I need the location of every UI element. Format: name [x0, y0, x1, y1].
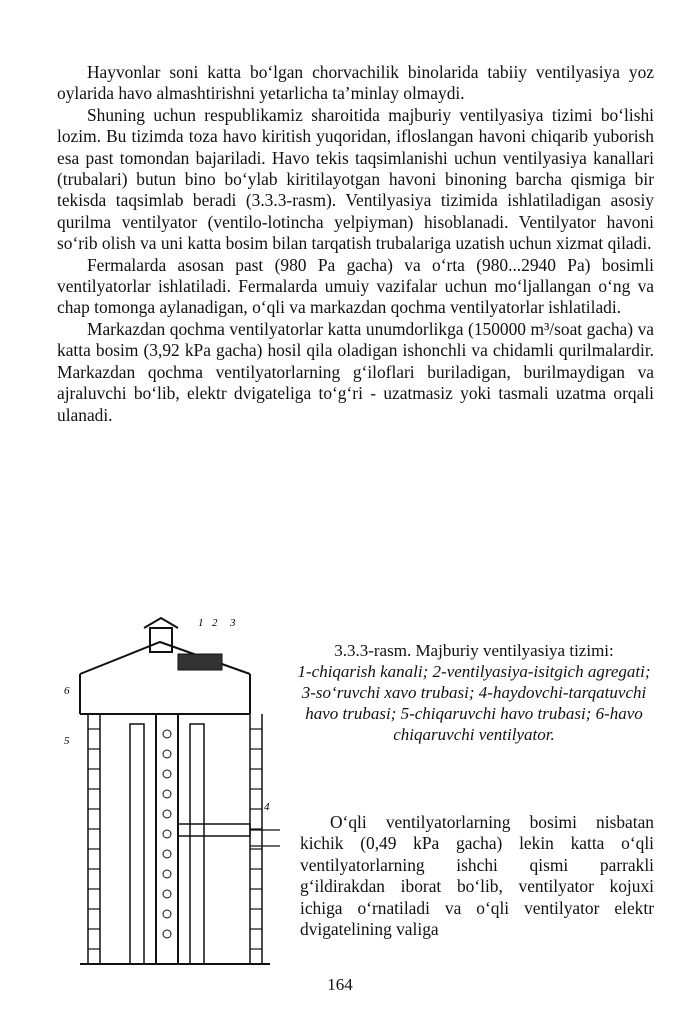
side-paragraph: O‘qli ventilyatorlarning bosimi nisbatan kichik (0,49 kPa gacha) lekin katta o‘qli ventilyatorlarning ishchi qismi parrakli g‘ildirakdan iborat bo‘lib, ventilyator kojuxi ichiga o‘rnatiladi va o‘qli ventilyator elektr dvigatelining valiga	[300, 812, 654, 940]
inlet-pipe	[178, 824, 250, 836]
heater-unit	[178, 654, 222, 670]
roof-line	[80, 642, 250, 674]
left-duct	[130, 724, 144, 964]
duct-openings	[163, 730, 171, 938]
paragraph-1: Hayvonlar soni katta bo‘lgan chorvachilik binolarida tabiiy ventilyasiya yoz oylarida havo almashtirishni yetarlicha ta’minlay olmaydi.	[57, 62, 654, 104]
figure-caption	[296, 640, 652, 745]
label-6: 6	[64, 685, 70, 697]
paragraph-4: Markazdan qochma ventilyatorlar katta unumdorlikga (150000 m³/soat gacha) va katta bosim (3,92 kPa gacha) hosil qila oladigan ishonchli va chidamli qurilmalardir. Markazdan qochma ventilyatorlarning g‘iloflari buriladigan, burilmaydigan va ajraluvchi bo‘lib, elektr dvigateliga to‘g‘ri - uzatmasiz yoki tasmali uzatma orqali ulanadi.	[57, 318, 654, 425]
caption-title: 3.3.3-rasm. Majburiy ventilyasiya tizimi:	[334, 641, 614, 660]
label-2: 2	[212, 617, 218, 629]
right-duct	[190, 724, 204, 964]
paragraph-3: Fermalarda asosan past (980 Pa gacha) va o‘rta (980...2940 Pa) bosimli ventilyatorlar ishlatiladi. Fermalarda umuiy vazifalar uchun mo‘ljallangan o‘ng va chap tomonga aylanadigan, o‘qli va markazdan qochma ventilyatorlar ishlatiladi.	[57, 254, 654, 318]
floor-marks	[88, 729, 262, 949]
ventilation-diagram	[60, 614, 288, 984]
exhaust-cap	[144, 618, 178, 628]
paragraph-2: Shuning uchun respublikamiz sharoitida majburiy ventilyasiya tizimi bo‘lishi lozim. Bu tizimda toza havo kiritish yuqoridan, ifloslangan havoni chiqarib yuborish esa past tomondan bajariladi. Havo tekis taqsimlanishi uchun ventilyasiya kanallari (trubalari) butun bino bo‘ylab kiritilayotgan havoni binoning barcha qismiga bir tekisda taqsimlab beradi (3.3.3-rasm). Ventilyasiya tizimida ishlatiladigan asosiy qurilma ventilyator (ventilo-lotincha yelpiyman) hisoblanadi. Ventilyator havoni so‘rib olish va uni katta bosim bilan tarqatish trubalariga uzatish uchun xizmat qiladi.	[57, 104, 654, 254]
label-3: 3	[230, 617, 236, 629]
side-text	[300, 812, 654, 940]
ventilation-diagram-svg	[60, 614, 288, 984]
central-duct	[156, 714, 178, 964]
label-4: 4	[264, 801, 270, 813]
left-wall-hatch	[88, 714, 262, 964]
label-1: 1	[198, 617, 204, 629]
caption-items: 1-chiqarish kanali; 2-ventilyasiya-isitgich agregati; 3-so‘ruvchi xavo trubasi; 4-haydovchi-tarqatuvchi havo trubasi; 5-chiqaruvchi havo trubasi; 6-havo chiqaruvchi ventilyator.	[297, 662, 651, 744]
exhaust-channel	[150, 628, 172, 652]
label-5: 5	[64, 735, 70, 747]
page-number: 164	[327, 975, 353, 994]
body-text	[57, 62, 654, 426]
